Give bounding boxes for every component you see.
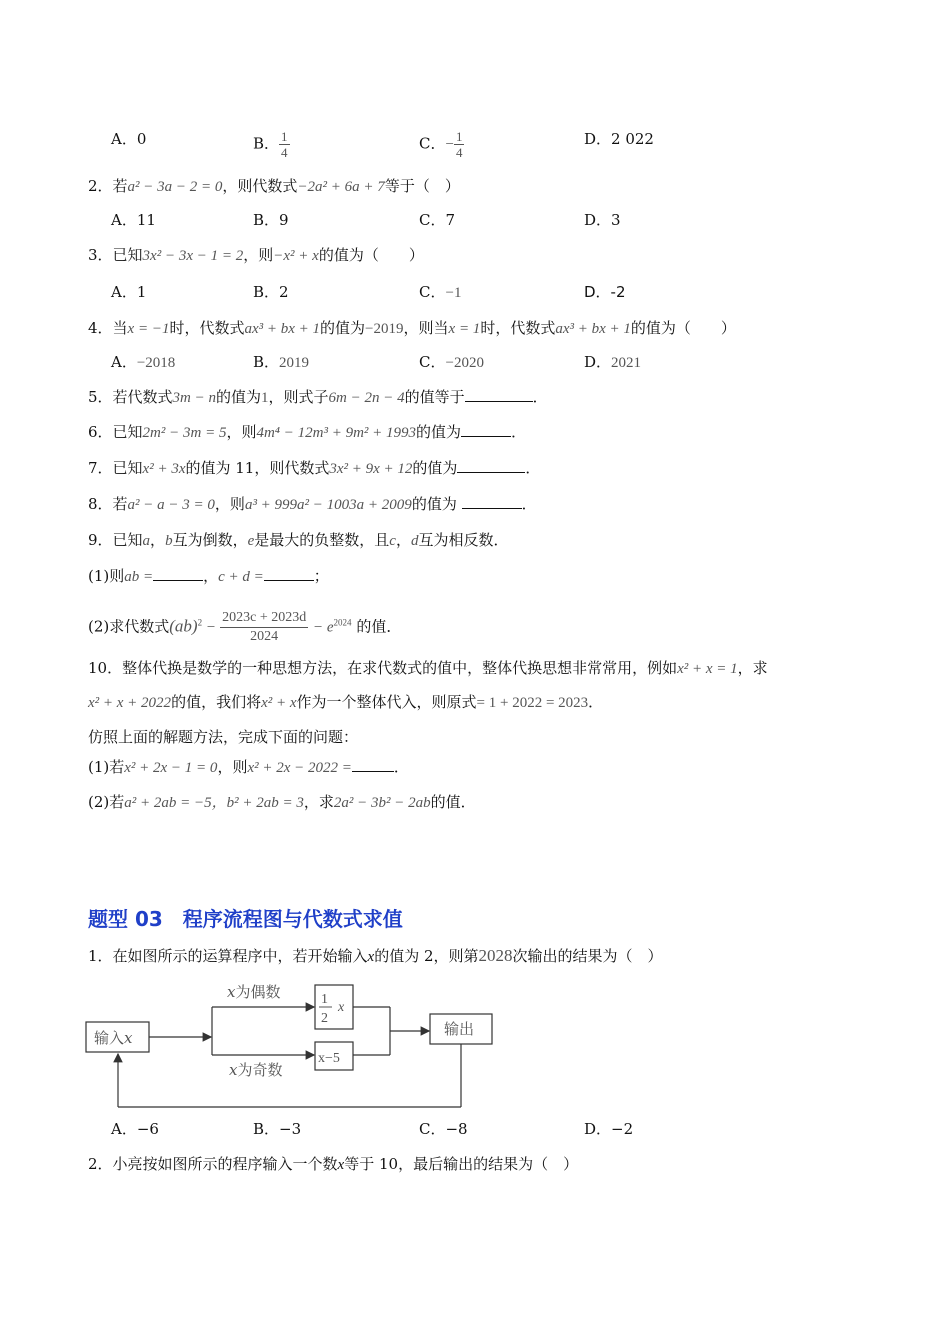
svg-text:输出: 输出 <box>444 1020 475 1038</box>
option-b: B． $\frac{1}{4}$ <box>253 129 288 160</box>
svg-text:x: x <box>338 1000 345 1015</box>
s1-option-c: C．−8 <box>419 1120 468 1138</box>
svg-text:x为奇数: x为奇数 <box>229 1061 283 1079</box>
answer-blank[interactable] <box>153 566 203 581</box>
question-10-part-2: (2)若a² + 2ab = −5，b² + 2ab = 3，求2a² − 3b² − 2ab的值． <box>88 793 476 811</box>
answer-blank[interactable] <box>461 422 511 437</box>
svg-text:1: 1 <box>321 992 328 1007</box>
q3-option-d: D．-2 <box>584 283 626 301</box>
question-6: 6．已知2m² − 3m = 5，则4m⁴ − 12m³ + 9m² + 1993的值为 ． <box>88 423 527 441</box>
q4-option-a: A．−2018 <box>111 353 176 371</box>
question-7: 7．已知x² + 3x的值为 11，则代数式3x² + 9x + 12的值为 ． <box>88 459 541 477</box>
question-10-line-2: x² + x + 2022的值，我们将x² + x作为一个整体代入，则原式= 1 + 2022 = 2023． <box>88 693 604 711</box>
svg-text:输入x: 输入x <box>94 1029 133 1047</box>
svg-text:x为偶数: x为偶数 <box>227 983 281 1001</box>
question-3: 3．已知3x² − 3x − 1 = 2，则−x² + x的值为（ ） <box>88 246 424 264</box>
section-question-2: 2．小亮按如图所示的程序输入一个数x等于 10，最后输出的结果为（ ） <box>88 1155 579 1173</box>
question-9-part-1: (1)则ab = ，c + d = ； <box>88 567 329 585</box>
option-a: A．0 <box>111 130 147 148</box>
svg-text:x−5: x−5 <box>318 1051 340 1066</box>
fraction: $\frac{1}{4}$ <box>455 129 463 160</box>
q3-option-b: B．2 <box>253 283 289 301</box>
q2-option-d: D．3 <box>584 211 621 229</box>
answer-blank[interactable] <box>352 757 394 772</box>
answer-blank[interactable] <box>457 458 525 473</box>
q4-option-b: B．2019 <box>253 353 310 371</box>
question-5: 5．若代数式3m − n的值为1，则式子6m − 2n − 4的值等于 ． <box>88 388 548 406</box>
option-c: C．− $\frac{1}{4}$ <box>419 129 463 160</box>
s1-option-a: A．−6 <box>111 1120 159 1138</box>
question-2: 2．若a² − 3a − 2 = 0，则代数式−2a² + 6a + 7等于（ ） <box>88 177 460 195</box>
answer-blank[interactable] <box>264 566 314 581</box>
s1-option-d: D．−2 <box>584 1120 634 1138</box>
flowchart <box>80 975 510 1115</box>
question-10-line-3: 仿照上面的解题方法，完成下面的问题： <box>88 728 359 746</box>
svg-text:2: 2 <box>321 1011 328 1026</box>
answer-blank[interactable] <box>465 387 533 402</box>
question-10: 10．整体代换是数学的一种思想方法，在求代数式的值中，整体代换思想非常常用，例如x² + x = 1，求 <box>88 659 768 677</box>
option-d: D．2 022 <box>584 130 654 148</box>
q2-option-a: A．11 <box>111 211 156 229</box>
answer-blank[interactable] <box>462 494 522 509</box>
section-heading: 题型 03 程序流程图与代数式求值 <box>88 907 403 931</box>
fraction: $\frac{1}{4}$ <box>281 129 288 160</box>
question-10-part-1: (1)若x² + 2x − 1 = 0，则x² + 2x − 2022 = ． <box>88 758 409 776</box>
q4-option-c: C．−2020 <box>419 353 484 371</box>
q3-option-a: A．1 <box>111 283 147 301</box>
question-9-part-2: (2)求代数式(ab)$^2$ − $\frac{2023c + 2023d}{2024}$ − $e^{2024}$ 的值． <box>88 610 402 644</box>
question-8: 8．若a² − a − 3 = 0，则a³ + 999a² − 1003a + 2009的值为 ． <box>88 495 537 513</box>
question-4: 4．当x = −1时，代数式ax³ + bx + 1的值为−2019，则当x = 1时，代数式ax³ + bx + 1的值为（ ） <box>88 319 736 337</box>
fraction: $\frac{2023c + 2023d}{2024}$ <box>222 610 307 644</box>
section-question-1: 1．在如图所示的运算程序中，若开始输入x的值为 2，则第2028次输出的结果为（ ） <box>88 946 663 965</box>
s1-option-b: B．−3 <box>253 1120 302 1138</box>
question-9: 9．已知a，b互为倒数，e是最大的负整数，且c，d互为相反数． <box>88 531 509 549</box>
q3-option-c: C．−1 <box>419 283 462 301</box>
q2-option-c: C．7 <box>419 211 456 229</box>
q4-option-d: D．2021 <box>584 353 642 371</box>
q2-option-b: B．9 <box>253 211 289 229</box>
